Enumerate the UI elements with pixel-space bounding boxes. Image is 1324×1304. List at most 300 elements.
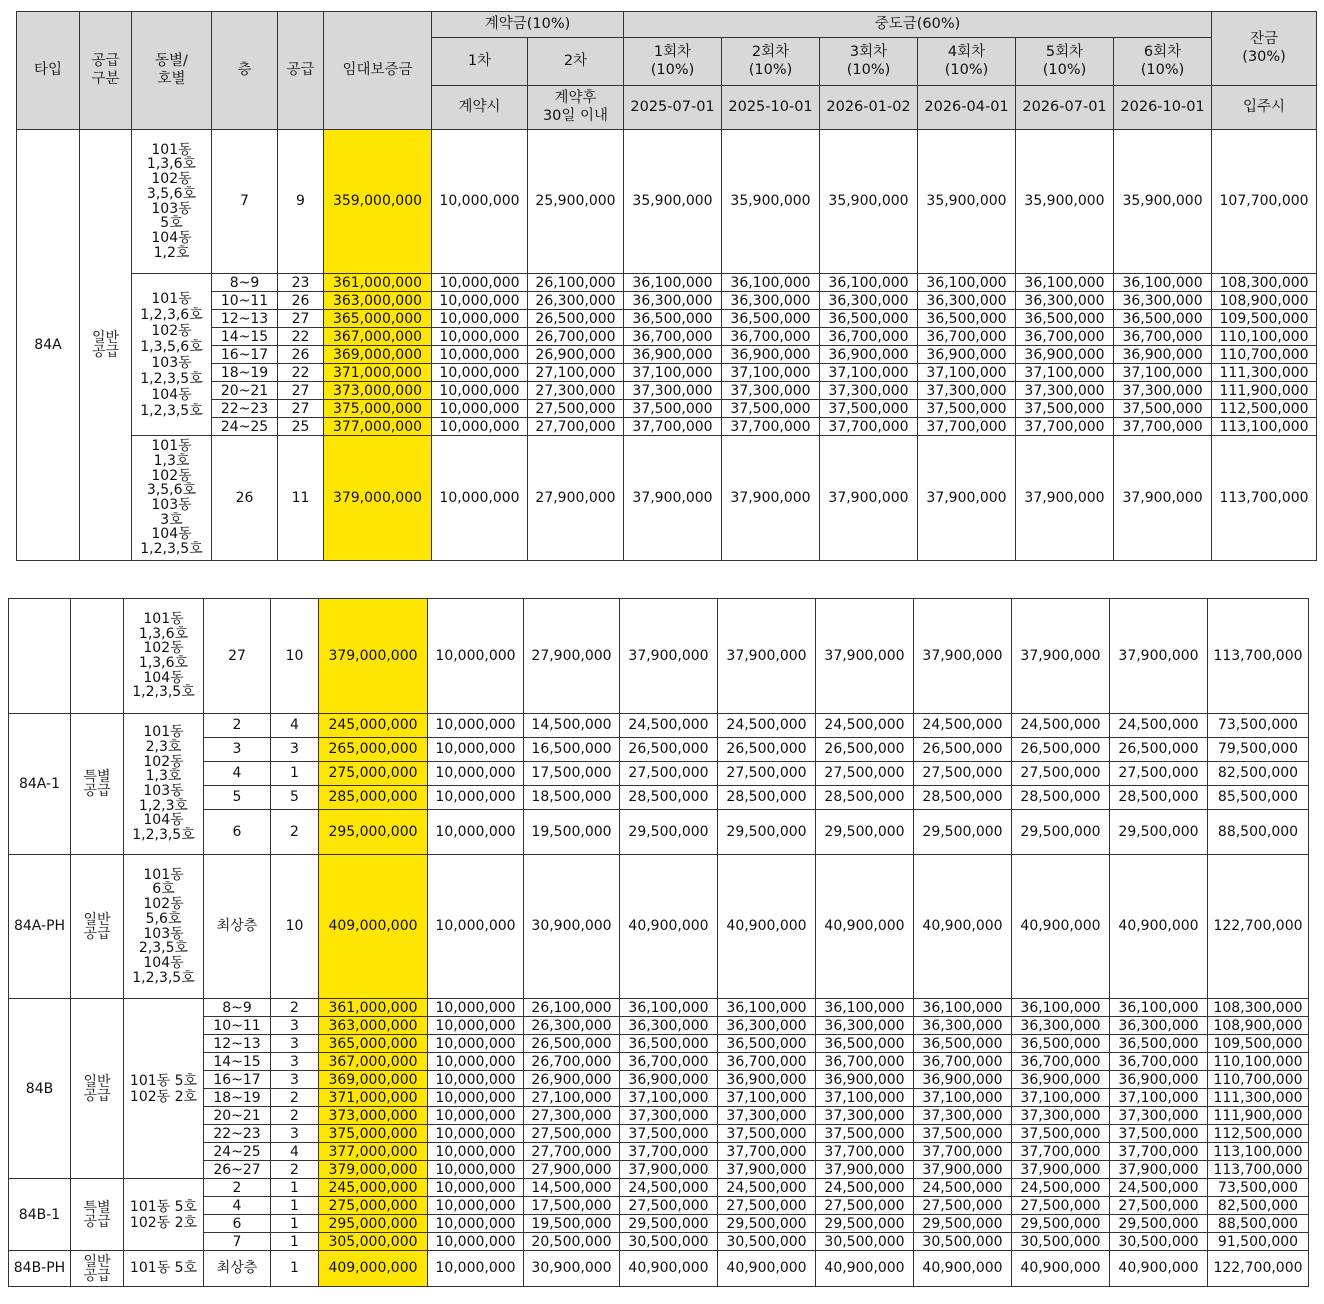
cell-mid-1: 40,900,000: [620, 855, 718, 999]
cell-supply: 1: [271, 1179, 319, 1197]
cell-mid-1: 37,100,000: [620, 1089, 718, 1107]
cell-type: 84B-1: [9, 1179, 71, 1251]
cell-mid-1: 36,500,000: [624, 310, 722, 328]
cell-mid-4: 37,100,000: [918, 364, 1016, 382]
cell-mid-3: 40,900,000: [816, 855, 914, 999]
cell-deposit: 363,000,000: [319, 1017, 428, 1035]
cell-mid-1: 36,500,000: [620, 1035, 718, 1053]
cell-dong-ho: 101동 5호 102동 2호: [124, 999, 204, 1179]
cell-supply-kind: 일반 공급: [71, 999, 124, 1179]
cell-mid-1: 36,700,000: [624, 328, 722, 346]
cell-mid-4: 37,900,000: [914, 1161, 1012, 1179]
cell-floor: 14~15: [212, 328, 278, 346]
cell-mid-3: 36,100,000: [816, 999, 914, 1017]
cell-dong-ho: 101동 1,3,6호 102동 1,3,6호 104동 1,2,3,5호: [124, 599, 204, 714]
cell-mid-1: 36,300,000: [620, 1017, 718, 1035]
cell-supply-kind: 일반 공급: [80, 130, 132, 561]
cell-contract-1: 10,000,000: [428, 1179, 524, 1197]
cell-balance: 122,700,000: [1208, 855, 1309, 999]
cell-mid-3: 36,100,000: [820, 274, 918, 292]
cell-contract-2: 27,300,000: [524, 1107, 620, 1125]
header-floor: 층: [212, 12, 278, 130]
cell-mid-1: 37,700,000: [624, 418, 722, 436]
cell-supply: 1: [271, 1197, 319, 1215]
cell-deposit: 379,000,000: [319, 1161, 428, 1179]
cell-supply: 1: [271, 1215, 319, 1233]
cell-mid-5: 37,100,000: [1012, 1089, 1110, 1107]
cell-mid-4: 37,100,000: [914, 1089, 1012, 1107]
cell-mid-6: 36,900,000: [1114, 346, 1212, 364]
cell-mid-2: 37,300,000: [718, 1107, 816, 1125]
cell-mid-5: 36,700,000: [1012, 1053, 1110, 1071]
cell-floor: 24~25: [204, 1143, 271, 1161]
cell-mid-2: 40,900,000: [718, 1251, 816, 1287]
cell-contract-1: 10,000,000: [432, 130, 528, 274]
cell-deposit: 361,000,000: [319, 999, 428, 1017]
cell-mid-1: 37,300,000: [624, 382, 722, 400]
header-dong-ho: 동별/ 호별: [132, 12, 212, 130]
cell-mid-1: 36,900,000: [624, 346, 722, 364]
cell-mid-2: 36,500,000: [722, 310, 820, 328]
cell-mid-6: 37,900,000: [1114, 436, 1212, 561]
cell-mid-5: 37,700,000: [1012, 1143, 1110, 1161]
cell-contract-1: 10,000,000: [428, 1125, 524, 1143]
cell-contract-1: 10,000,000: [428, 786, 524, 810]
cell-floor: 12~13: [204, 1035, 271, 1053]
cell-mid-4: 36,700,000: [918, 328, 1016, 346]
cell-balance: 113,100,000: [1212, 418, 1317, 436]
cell-deposit: 365,000,000: [319, 1035, 428, 1053]
header-middle-5-date: 2026-07-01: [1016, 86, 1114, 130]
cell-balance: 73,500,000: [1208, 714, 1309, 738]
cell-mid-6: 30,500,000: [1110, 1233, 1208, 1251]
cell-contract-2: 14,500,000: [524, 714, 620, 738]
cell-mid-3: 37,900,000: [816, 1161, 914, 1179]
cell-balance: 108,900,000: [1212, 292, 1317, 310]
cell-mid-1: 37,300,000: [620, 1107, 718, 1125]
cell-mid-5: 40,900,000: [1012, 855, 1110, 999]
cell-balance: 82,500,000: [1208, 1197, 1309, 1215]
cell-mid-2: 36,500,000: [718, 1035, 816, 1053]
cell-mid-2: 36,300,000: [718, 1017, 816, 1035]
cell-contract-2: 16,500,000: [524, 738, 620, 762]
cell-mid-5: 37,700,000: [1016, 418, 1114, 436]
cell-mid-4: 37,500,000: [918, 400, 1016, 418]
cell-type: 84A-1: [9, 714, 71, 855]
header-contract-1: 1차: [432, 38, 528, 86]
cell-mid-3: 24,500,000: [816, 1179, 914, 1197]
cell-mid-3: 29,500,000: [816, 1215, 914, 1233]
cell-mid-3: 36,700,000: [820, 328, 918, 346]
cell-contract-2: 26,500,000: [524, 1035, 620, 1053]
header-middle-3-date: 2026-01-02: [820, 86, 918, 130]
cell-dong-ho: 101동 2,3호 102동 1,3호 103동 1,2,3호 104동 1,2,3,5호: [124, 714, 204, 855]
cell-dong-ho: 101동 5호 102동 2호: [124, 1179, 204, 1251]
cell-mid-5: 24,500,000: [1012, 714, 1110, 738]
cell-mid-3: 27,500,000: [816, 1197, 914, 1215]
cell-supply: 27: [278, 310, 324, 328]
cell-mid-2: 37,900,000: [718, 599, 816, 714]
cell-mid-2: 36,900,000: [722, 346, 820, 364]
cell-contract-2: 30,900,000: [524, 1251, 620, 1287]
cell-balance: 85,500,000: [1208, 786, 1309, 810]
cell-floor: 6: [204, 810, 271, 855]
cell-mid-4: 36,100,000: [918, 274, 1016, 292]
cell-mid-4: 29,500,000: [914, 1215, 1012, 1233]
cell-mid-5: 36,300,000: [1016, 292, 1114, 310]
cell-supply-kind: 일반 공급: [71, 855, 124, 999]
cell-floor: 10~11: [204, 1017, 271, 1035]
cell-mid-2: 37,500,000: [722, 400, 820, 418]
cell-mid-5: 37,900,000: [1012, 1161, 1110, 1179]
header-contract-1-when: 계약시: [432, 86, 528, 130]
cell-contract-2: 26,900,000: [528, 346, 624, 364]
cell-contract-2: 18,500,000: [524, 786, 620, 810]
cell-supply: 2: [271, 1107, 319, 1125]
cell-contract-2: 26,300,000: [528, 292, 624, 310]
cell-deposit: 275,000,000: [319, 1197, 428, 1215]
cell-mid-2: 36,700,000: [718, 1053, 816, 1071]
cell-contract-1: 10,000,000: [428, 1053, 524, 1071]
cell-mid-5: 27,500,000: [1012, 1197, 1110, 1215]
header-middle-group: 중도금(60%): [624, 12, 1212, 38]
cell-mid-1: 27,500,000: [620, 762, 718, 786]
cell-balance: 111,300,000: [1212, 364, 1317, 382]
cell-supply-kind: 일반 공급: [71, 1251, 124, 1287]
header-middle-3: 3회차 (10%): [820, 38, 918, 86]
cell-mid-6: 27,500,000: [1110, 1197, 1208, 1215]
cell-mid-3: 36,900,000: [820, 346, 918, 364]
cell-mid-3: 24,500,000: [816, 714, 914, 738]
header-middle-5: 5회차 (10%): [1016, 38, 1114, 86]
cell-mid-6: 35,900,000: [1114, 130, 1212, 274]
cell-contract-2: 20,500,000: [524, 1233, 620, 1251]
cell-mid-5: 37,900,000: [1012, 599, 1110, 714]
cell-mid-3: 36,700,000: [816, 1053, 914, 1071]
cell-supply: 25: [278, 418, 324, 436]
cell-balance: 107,700,000: [1212, 130, 1317, 274]
cell-floor: 6: [204, 1215, 271, 1233]
cell-contract-1: 10,000,000: [428, 1035, 524, 1053]
cell-mid-2: 24,500,000: [718, 714, 816, 738]
cell-balance: 109,500,000: [1208, 1035, 1309, 1053]
cell-balance: 113,700,000: [1212, 436, 1317, 561]
cell-mid-3: 37,500,000: [820, 400, 918, 418]
cell-mid-5: 36,900,000: [1012, 1071, 1110, 1089]
cell-mid-6: 37,700,000: [1110, 1143, 1208, 1161]
cell-mid-6: 36,900,000: [1110, 1071, 1208, 1089]
cell-supply: 1: [271, 1233, 319, 1251]
cell-supply: 1: [271, 762, 319, 786]
cell-contract-1: 10,000,000: [432, 418, 528, 436]
header-balance-when: 입주시: [1212, 86, 1317, 130]
cell-contract-2: 27,500,000: [528, 400, 624, 418]
cell-mid-6: 26,500,000: [1110, 738, 1208, 762]
header-middle-6-date: 2026-10-01: [1114, 86, 1212, 130]
cell-supply: 1: [271, 1251, 319, 1287]
cell-balance: 122,700,000: [1208, 1251, 1309, 1287]
cell-mid-5: 37,500,000: [1012, 1125, 1110, 1143]
cell-mid-1: 36,900,000: [620, 1071, 718, 1089]
cell-contract-1: 10,000,000: [432, 310, 528, 328]
cell-balance: 88,500,000: [1208, 810, 1309, 855]
cell-mid-5: 37,300,000: [1012, 1107, 1110, 1125]
cell-mid-3: 37,500,000: [816, 1125, 914, 1143]
header-supply-kind: 공급 구분: [80, 12, 132, 130]
cell-balance: 108,300,000: [1212, 274, 1317, 292]
header-contract-group: 계약금(10%): [432, 12, 624, 38]
cell-mid-5: 29,500,000: [1012, 810, 1110, 855]
cell-mid-6: 37,700,000: [1114, 418, 1212, 436]
cell-floor: 18~19: [204, 1089, 271, 1107]
cell-contract-1: 10,000,000: [432, 364, 528, 382]
header-deposit: 임대보증금: [324, 12, 432, 130]
cell-deposit: 295,000,000: [319, 1215, 428, 1233]
cell-mid-5: 29,500,000: [1012, 1215, 1110, 1233]
cell-mid-6: 36,700,000: [1110, 1053, 1208, 1071]
cell-mid-4: 40,900,000: [914, 1251, 1012, 1287]
cell-balance: 113,700,000: [1208, 1161, 1309, 1179]
cell-balance: 112,500,000: [1212, 400, 1317, 418]
cell-mid-2: 37,100,000: [718, 1089, 816, 1107]
cell-contract-2: 19,500,000: [524, 810, 620, 855]
cell-contract-2: 27,700,000: [524, 1143, 620, 1161]
cell-mid-6: 37,300,000: [1114, 382, 1212, 400]
cell-floor: 4: [204, 762, 271, 786]
cell-mid-6: 37,900,000: [1110, 1161, 1208, 1179]
cell-mid-1: 35,900,000: [624, 130, 722, 274]
cell-mid-3: 37,700,000: [820, 418, 918, 436]
cell-mid-1: 29,500,000: [620, 1215, 718, 1233]
cell-balance: 110,100,000: [1212, 328, 1317, 346]
cell-mid-6: 28,500,000: [1110, 786, 1208, 810]
cell-mid-1: 37,900,000: [624, 436, 722, 561]
cell-contract-2: 27,100,000: [528, 364, 624, 382]
cell-contract-2: 27,700,000: [528, 418, 624, 436]
cell-mid-2: 29,500,000: [718, 1215, 816, 1233]
cell-deposit: 305,000,000: [319, 1233, 428, 1251]
cell-dong-ho: 101동 1,2,3,6호 102동 1,3,5,6호 103동 1,2,3,5호 104동 1,2,3,5호: [132, 274, 212, 436]
cell-mid-3: 36,500,000: [816, 1035, 914, 1053]
cell-mid-6: 37,900,000: [1110, 599, 1208, 714]
cell-deposit: 379,000,000: [324, 436, 432, 561]
header-contract-2: 2차: [528, 38, 624, 86]
cell-supply-kind: 특별 공급: [71, 1179, 124, 1251]
cell-floor: 10~11: [212, 292, 278, 310]
cell-mid-4: 27,500,000: [914, 1197, 1012, 1215]
payment-schedule-table-bottom: [8, 598, 1309, 1287]
cell-supply: 26: [278, 292, 324, 310]
cell-mid-3: 37,100,000: [820, 364, 918, 382]
cell-dong-ho: 101동 6호 102동 5,6호 103동 2,3,5호 104동 1,2,3,5호: [124, 855, 204, 999]
cell-balance: 113,100,000: [1208, 1143, 1309, 1161]
cell-contract-2: 27,900,000: [524, 599, 620, 714]
cell-mid-6: 27,500,000: [1110, 762, 1208, 786]
cell-floor: 22~23: [204, 1125, 271, 1143]
cell-mid-6: 36,100,000: [1114, 274, 1212, 292]
cell-balance: 111,300,000: [1208, 1089, 1309, 1107]
cell-deposit: 365,000,000: [324, 310, 432, 328]
cell-contract-2: 26,100,000: [524, 999, 620, 1017]
cell-supply: 27: [278, 382, 324, 400]
cell-supply: 27: [278, 400, 324, 418]
cell-contract-2: 26,500,000: [528, 310, 624, 328]
cell-mid-5: 36,700,000: [1016, 328, 1114, 346]
cell-mid-4: 37,900,000: [914, 599, 1012, 714]
cell-mid-4: 36,300,000: [918, 292, 1016, 310]
cell-type: 84B: [9, 999, 71, 1179]
cell-supply: 2: [271, 810, 319, 855]
cell-contract-2: 25,900,000: [528, 130, 624, 274]
cell-supply: 23: [278, 274, 324, 292]
cell-balance: 79,500,000: [1208, 738, 1309, 762]
header-middle-1-date: 2025-07-01: [624, 86, 722, 130]
cell-mid-5: 28,500,000: [1012, 786, 1110, 810]
cell-mid-4: 36,500,000: [914, 1035, 1012, 1053]
top-table-panel: [16, 11, 1316, 561]
cell-mid-2: 37,900,000: [722, 436, 820, 561]
cell-supply: 22: [278, 328, 324, 346]
cell-supply: 10: [271, 599, 319, 714]
cell-contract-1: 10,000,000: [428, 1017, 524, 1035]
header-middle-6: 6회차 (10%): [1114, 38, 1212, 86]
cell-mid-4: 40,900,000: [914, 855, 1012, 999]
cell-contract-2: 27,500,000: [524, 1125, 620, 1143]
cell-mid-3: 35,900,000: [820, 130, 918, 274]
cell-deposit: 369,000,000: [319, 1071, 428, 1089]
cell-contract-1: 10,000,000: [428, 714, 524, 738]
cell-mid-1: 29,500,000: [620, 810, 718, 855]
cell-mid-5: 36,100,000: [1016, 274, 1114, 292]
cell-contract-1: 10,000,000: [428, 1089, 524, 1107]
cell-contract-1: 10,000,000: [428, 762, 524, 786]
cell-floor: 27: [204, 599, 271, 714]
cell-dong-ho: 101동 5호: [124, 1251, 204, 1287]
cell-mid-4: 29,500,000: [914, 810, 1012, 855]
cell-contract-2: 26,700,000: [528, 328, 624, 346]
cell-supply: 11: [278, 436, 324, 561]
cell-floor: 14~15: [204, 1053, 271, 1071]
cell-mid-3: 40,900,000: [816, 1251, 914, 1287]
cell-floor: 26~27: [204, 1161, 271, 1179]
cell-supply: 2: [271, 1161, 319, 1179]
cell-mid-4: 36,500,000: [918, 310, 1016, 328]
cell-balance: 109,500,000: [1212, 310, 1317, 328]
cell-mid-6: 29,500,000: [1110, 810, 1208, 855]
cell-balance: 111,900,000: [1208, 1107, 1309, 1125]
cell-mid-6: 40,900,000: [1110, 855, 1208, 999]
cell-contract-2: 26,100,000: [528, 274, 624, 292]
cell-mid-4: 36,700,000: [914, 1053, 1012, 1071]
cell-floor: 20~21: [212, 382, 278, 400]
cell-deposit: 367,000,000: [319, 1053, 428, 1071]
cell-mid-5: 37,300,000: [1016, 382, 1114, 400]
cell-floor: 7: [212, 130, 278, 274]
cell-contract-2: 19,500,000: [524, 1215, 620, 1233]
cell-mid-3: 30,500,000: [816, 1233, 914, 1251]
cell-contract-1: 10,000,000: [428, 1215, 524, 1233]
cell-deposit: 371,000,000: [319, 1089, 428, 1107]
header-middle-4-date: 2026-04-01: [918, 86, 1016, 130]
cell-mid-4: 24,500,000: [914, 1179, 1012, 1197]
cell-contract-1: 10,000,000: [428, 855, 524, 999]
cell-mid-4: 37,900,000: [918, 436, 1016, 561]
cell-contract-1: 10,000,000: [428, 1161, 524, 1179]
cell-mid-3: 37,300,000: [816, 1107, 914, 1125]
cell-mid-2: 30,500,000: [718, 1233, 816, 1251]
cell-supply: 2: [271, 999, 319, 1017]
cell-mid-4: 24,500,000: [914, 714, 1012, 738]
cell-contract-1: 10,000,000: [428, 810, 524, 855]
cell-dong-ho: 101동 1,3호 102동 3,5,6호 103동 3호 104동 1,2,3,5호: [132, 436, 212, 561]
cell-mid-1: 37,500,000: [624, 400, 722, 418]
cell-mid-5: 30,500,000: [1012, 1233, 1110, 1251]
cell-mid-5: 36,300,000: [1012, 1017, 1110, 1035]
cell-mid-1: 24,500,000: [620, 714, 718, 738]
cell-mid-6: 37,300,000: [1110, 1107, 1208, 1125]
cell-floor: 22~23: [212, 400, 278, 418]
cell-mid-3: 37,300,000: [820, 382, 918, 400]
cell-floor: 16~17: [204, 1071, 271, 1089]
cell-mid-2: 35,900,000: [722, 130, 820, 274]
cell-mid-5: 36,500,000: [1016, 310, 1114, 328]
cell-deposit: 409,000,000: [319, 1251, 428, 1287]
cell-mid-1: 37,500,000: [620, 1125, 718, 1143]
cell-mid-5: 36,900,000: [1016, 346, 1114, 364]
cell-mid-1: 26,500,000: [620, 738, 718, 762]
header-middle-2: 2회차 (10%): [722, 38, 820, 86]
cell-mid-3: 36,300,000: [820, 292, 918, 310]
cell-supply: 10: [271, 855, 319, 999]
cell-supply: 3: [271, 1017, 319, 1035]
cell-floor: 최상층: [204, 855, 271, 999]
cell-mid-6: 37,500,000: [1110, 1125, 1208, 1143]
cell-mid-3: 27,500,000: [816, 762, 914, 786]
cell-supply: 3: [271, 1035, 319, 1053]
cell-mid-3: 37,100,000: [816, 1089, 914, 1107]
cell-supply: 22: [278, 364, 324, 382]
cell-floor: 18~19: [212, 364, 278, 382]
cell-mid-4: 36,100,000: [914, 999, 1012, 1017]
cell-deposit: 285,000,000: [319, 786, 428, 810]
cell-contract-2: 26,900,000: [524, 1071, 620, 1089]
cell-mid-5: 27,500,000: [1012, 762, 1110, 786]
cell-supply: 4: [271, 714, 319, 738]
cell-contract-1: 10,000,000: [432, 346, 528, 364]
cell-deposit: 373,000,000: [319, 1107, 428, 1125]
cell-mid-3: 37,900,000: [816, 599, 914, 714]
cell-deposit: 377,000,000: [319, 1143, 428, 1161]
cell-mid-4: 37,300,000: [918, 382, 1016, 400]
cell-mid-1: 37,900,000: [620, 599, 718, 714]
header-contract-2-when: 계약후 30일 이내: [528, 86, 624, 130]
bottom-table-panel: [8, 598, 1308, 1287]
cell-mid-1: 36,100,000: [624, 274, 722, 292]
cell-contract-2: 17,500,000: [524, 762, 620, 786]
cell-supply: 4: [271, 1143, 319, 1161]
cell-mid-5: 26,500,000: [1012, 738, 1110, 762]
cell-contract-1: 10,000,000: [432, 328, 528, 346]
cell-mid-2: 26,500,000: [718, 738, 816, 762]
cell-mid-1: 30,500,000: [620, 1233, 718, 1251]
cell-mid-1: 37,700,000: [620, 1143, 718, 1161]
cell-mid-4: 35,900,000: [918, 130, 1016, 274]
cell-mid-2: 36,300,000: [722, 292, 820, 310]
cell-deposit: 245,000,000: [319, 714, 428, 738]
cell-mid-5: 37,500,000: [1016, 400, 1114, 418]
cell-mid-2: 28,500,000: [718, 786, 816, 810]
header-type: 타입: [17, 12, 80, 130]
